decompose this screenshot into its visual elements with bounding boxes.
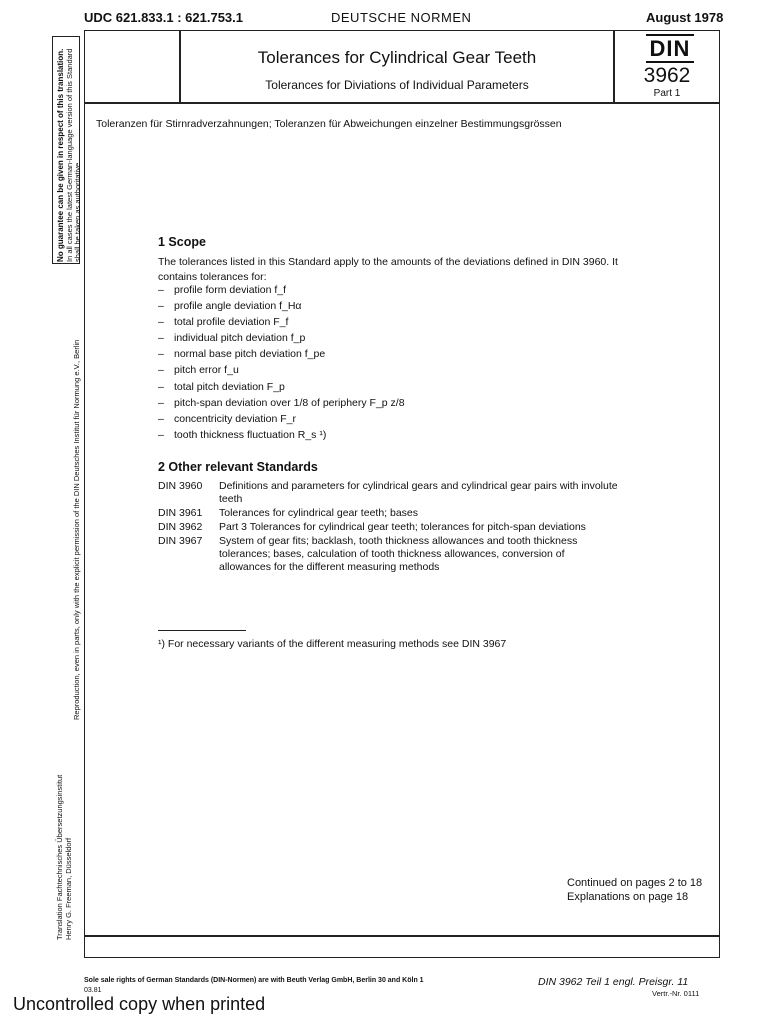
explanations-page: Explanations on page 18 xyxy=(567,891,689,903)
continuation-note xyxy=(567,876,702,904)
document-title: Tolerances for Cylindrical Gear Teeth xyxy=(257,48,537,67)
din-logo xyxy=(626,36,714,62)
footer-rights: Sole sale rights of German Standards (DIN-Normen) are with Beuth Verlag GmbH, Berlin 30 and Köln 1 xyxy=(84,977,424,984)
list-item: – tooth thickness fluctuation R_s ¹) xyxy=(158,428,327,441)
bottom-rule xyxy=(84,935,720,937)
side-warning-text: In all cases the latest German-language version of this Standard shall be taken as authoritative xyxy=(65,48,82,262)
list-item: – pitch-span deviation over 1/8 of periphery F_p z/8 xyxy=(158,396,405,409)
list-item: – pitch error f_u xyxy=(158,364,239,377)
document-subtitle: Tolerances for Diviations of Individual Parameters xyxy=(265,78,529,92)
footer-print-date: 03.81 xyxy=(84,987,102,994)
tolerance-list xyxy=(158,284,405,445)
udc-code: UDC 621.833.1 : 621.753.1 xyxy=(84,10,243,25)
table-row: DIN 3962 Part 3 Tolerances for cylindrical gear teeth; tolerances for pitch-span deviations xyxy=(158,521,586,533)
german-title: Toleranzen für Stirnradverzahnungen; Toleranzen für Abweichungen einzelner Bestimmungsgrössen xyxy=(96,118,562,130)
uncontrolled-copy-stamp: Uncontrolled copy when printed xyxy=(13,994,266,1014)
table-row: DIN 3961 Tolerances for cylindrical gear teeth; bases xyxy=(158,507,419,519)
din-logo-text: DIN xyxy=(646,34,695,63)
table-row: DIN 3960 Definitions and parameters for cylindrical gears and cylindrical gear pairs with involute teeth xyxy=(158,480,618,505)
side-reproduction-note: Reproduction, even in parts, only with the explicit permission of the DIN Deutsches Institut für Normung e.V., Berlin xyxy=(72,339,81,720)
list-item: – individual pitch deviation f_p xyxy=(158,332,306,345)
title-block-rule xyxy=(84,102,720,104)
standards-heading: 2 Other relevant Standards xyxy=(158,460,318,474)
list-item: – concentricity deviation F_r xyxy=(158,412,296,425)
list-item: – profile angle deviation f_Hα xyxy=(158,300,302,313)
scope-text: The tolerances listed in this Standard apply to the amounts of the deviations defined in DIN 3960. It contains tolerances for: xyxy=(158,256,618,283)
footnote: ¹) For necessary variants of the different measuring methods see DIN 3967 xyxy=(158,638,507,650)
table-row: DIN 3967 System of gear fits; backlash, tooth thickness allowances and tooth thickness tolerances; bases, calculation of tooth thickness allowances, conversion of allowances for the different measuring methods xyxy=(158,535,578,573)
continued-pages: Continued on pages 2 to 18 xyxy=(567,877,703,889)
footnote-rule xyxy=(158,630,246,631)
series-name: DEUTSCHE NORMEN xyxy=(331,10,472,25)
side-warning-title: No guarantee can be given in respect of this translation. xyxy=(56,48,65,262)
footer-vertr-number: Vertr.-Nr. 0111 xyxy=(652,989,700,998)
list-item: – total pitch deviation F_p xyxy=(158,380,285,393)
part-number: Part 1 xyxy=(653,88,681,99)
list-item: – normal base pitch deviation f_pe xyxy=(158,348,326,361)
list-item: – total profile deviation F_f xyxy=(158,316,289,329)
footer-reference: DIN 3962 Teil 1 engl. Preisgr. 11 xyxy=(538,976,689,988)
standard-number: 3962 xyxy=(643,64,691,87)
standards-table xyxy=(158,480,618,575)
side-translation-note: Translation Fachtechnisches Übersetzungsinstitut Henry G. Freeman, Düsseldorf xyxy=(55,774,73,940)
scope-heading: 1 Scope xyxy=(158,235,206,249)
list-item: – profile form deviation f_f xyxy=(158,284,287,296)
issue-date: August 1978 xyxy=(646,10,724,25)
